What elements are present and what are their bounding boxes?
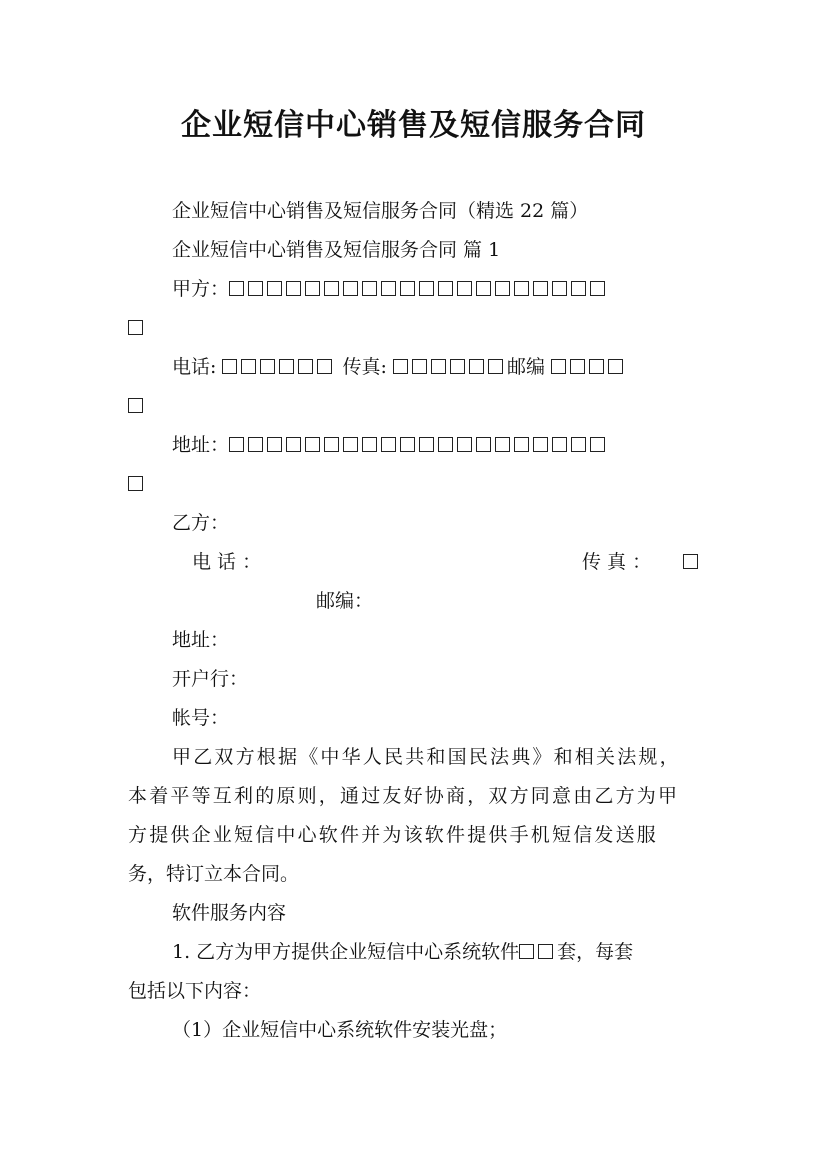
intro-line-3: 方提供企业短信中心软件并为该软件提供手机短信发送服	[128, 824, 659, 846]
clause-1-item-1: （1）企业短信中心系统软件安装光盘；	[172, 1019, 508, 1041]
document-subtitle: 企业短信中心销售及短信服务合同（精选 22 篇）	[172, 200, 589, 222]
section-heading: 企业短信中心销售及短信服务合同 篇 1	[172, 239, 501, 261]
party-a-address-boxes	[229, 434, 609, 456]
party-a-contact-line	[172, 354, 627, 380]
party-b-account-label: 帐号：	[172, 707, 230, 729]
clause-1-text-b: 套，每套	[557, 941, 634, 963]
party-a-line	[172, 276, 609, 302]
party-a-phone-boxes	[222, 356, 336, 378]
clause-1-text-a: 1. 乙方为甲方提供企业短信中心系统软件	[172, 941, 520, 963]
party-a-address-line	[172, 432, 609, 458]
clause-heading: 软件服务内容	[172, 902, 287, 924]
party-b-bank-label: 开户行：	[172, 668, 249, 690]
clause-1-quantity-boxes	[519, 941, 557, 963]
party-a-label: 甲方：	[172, 278, 230, 300]
party-a-fax-boxes	[393, 356, 507, 378]
party-b-fax-box	[683, 549, 702, 575]
intro-line-4: 务，特订立本合同。	[128, 863, 300, 885]
party-a-phone-label: 电话:	[172, 356, 217, 378]
party-a-name-boxes-cont	[128, 315, 147, 341]
party-a-postcode-label: 邮编	[506, 356, 545, 378]
clause-1-line-2: 包括以下内容：	[128, 980, 262, 1002]
party-a-postcode-boxes	[551, 356, 627, 378]
party-a-fax-label: 传真:	[342, 356, 387, 378]
party-a-address-boxes-cont	[128, 471, 147, 497]
party-a-address-label: 地址：	[172, 434, 230, 456]
party-a-postcode-boxes-cont	[128, 393, 147, 419]
intro-line-2: 本着平等互利的原则，通过友好协商，双方同意由乙方为甲	[128, 785, 680, 807]
party-b-postcode-label: 邮编：	[316, 590, 374, 612]
party-b-address-label: 地址：	[172, 629, 230, 651]
document-title: 企业短信中心销售及短信服务合同	[181, 108, 646, 143]
party-a-name-boxes	[229, 278, 609, 300]
party-b-fax-label: 传 真 ：	[582, 551, 652, 573]
party-b-label: 乙方：	[172, 512, 230, 534]
clause-1-line-1	[172, 939, 633, 965]
intro-line-1: 甲乙双方根据《中华人民共和国民法典》和相关法规，	[172, 746, 681, 768]
party-b-phone-label: 电 话 ：	[192, 551, 262, 573]
